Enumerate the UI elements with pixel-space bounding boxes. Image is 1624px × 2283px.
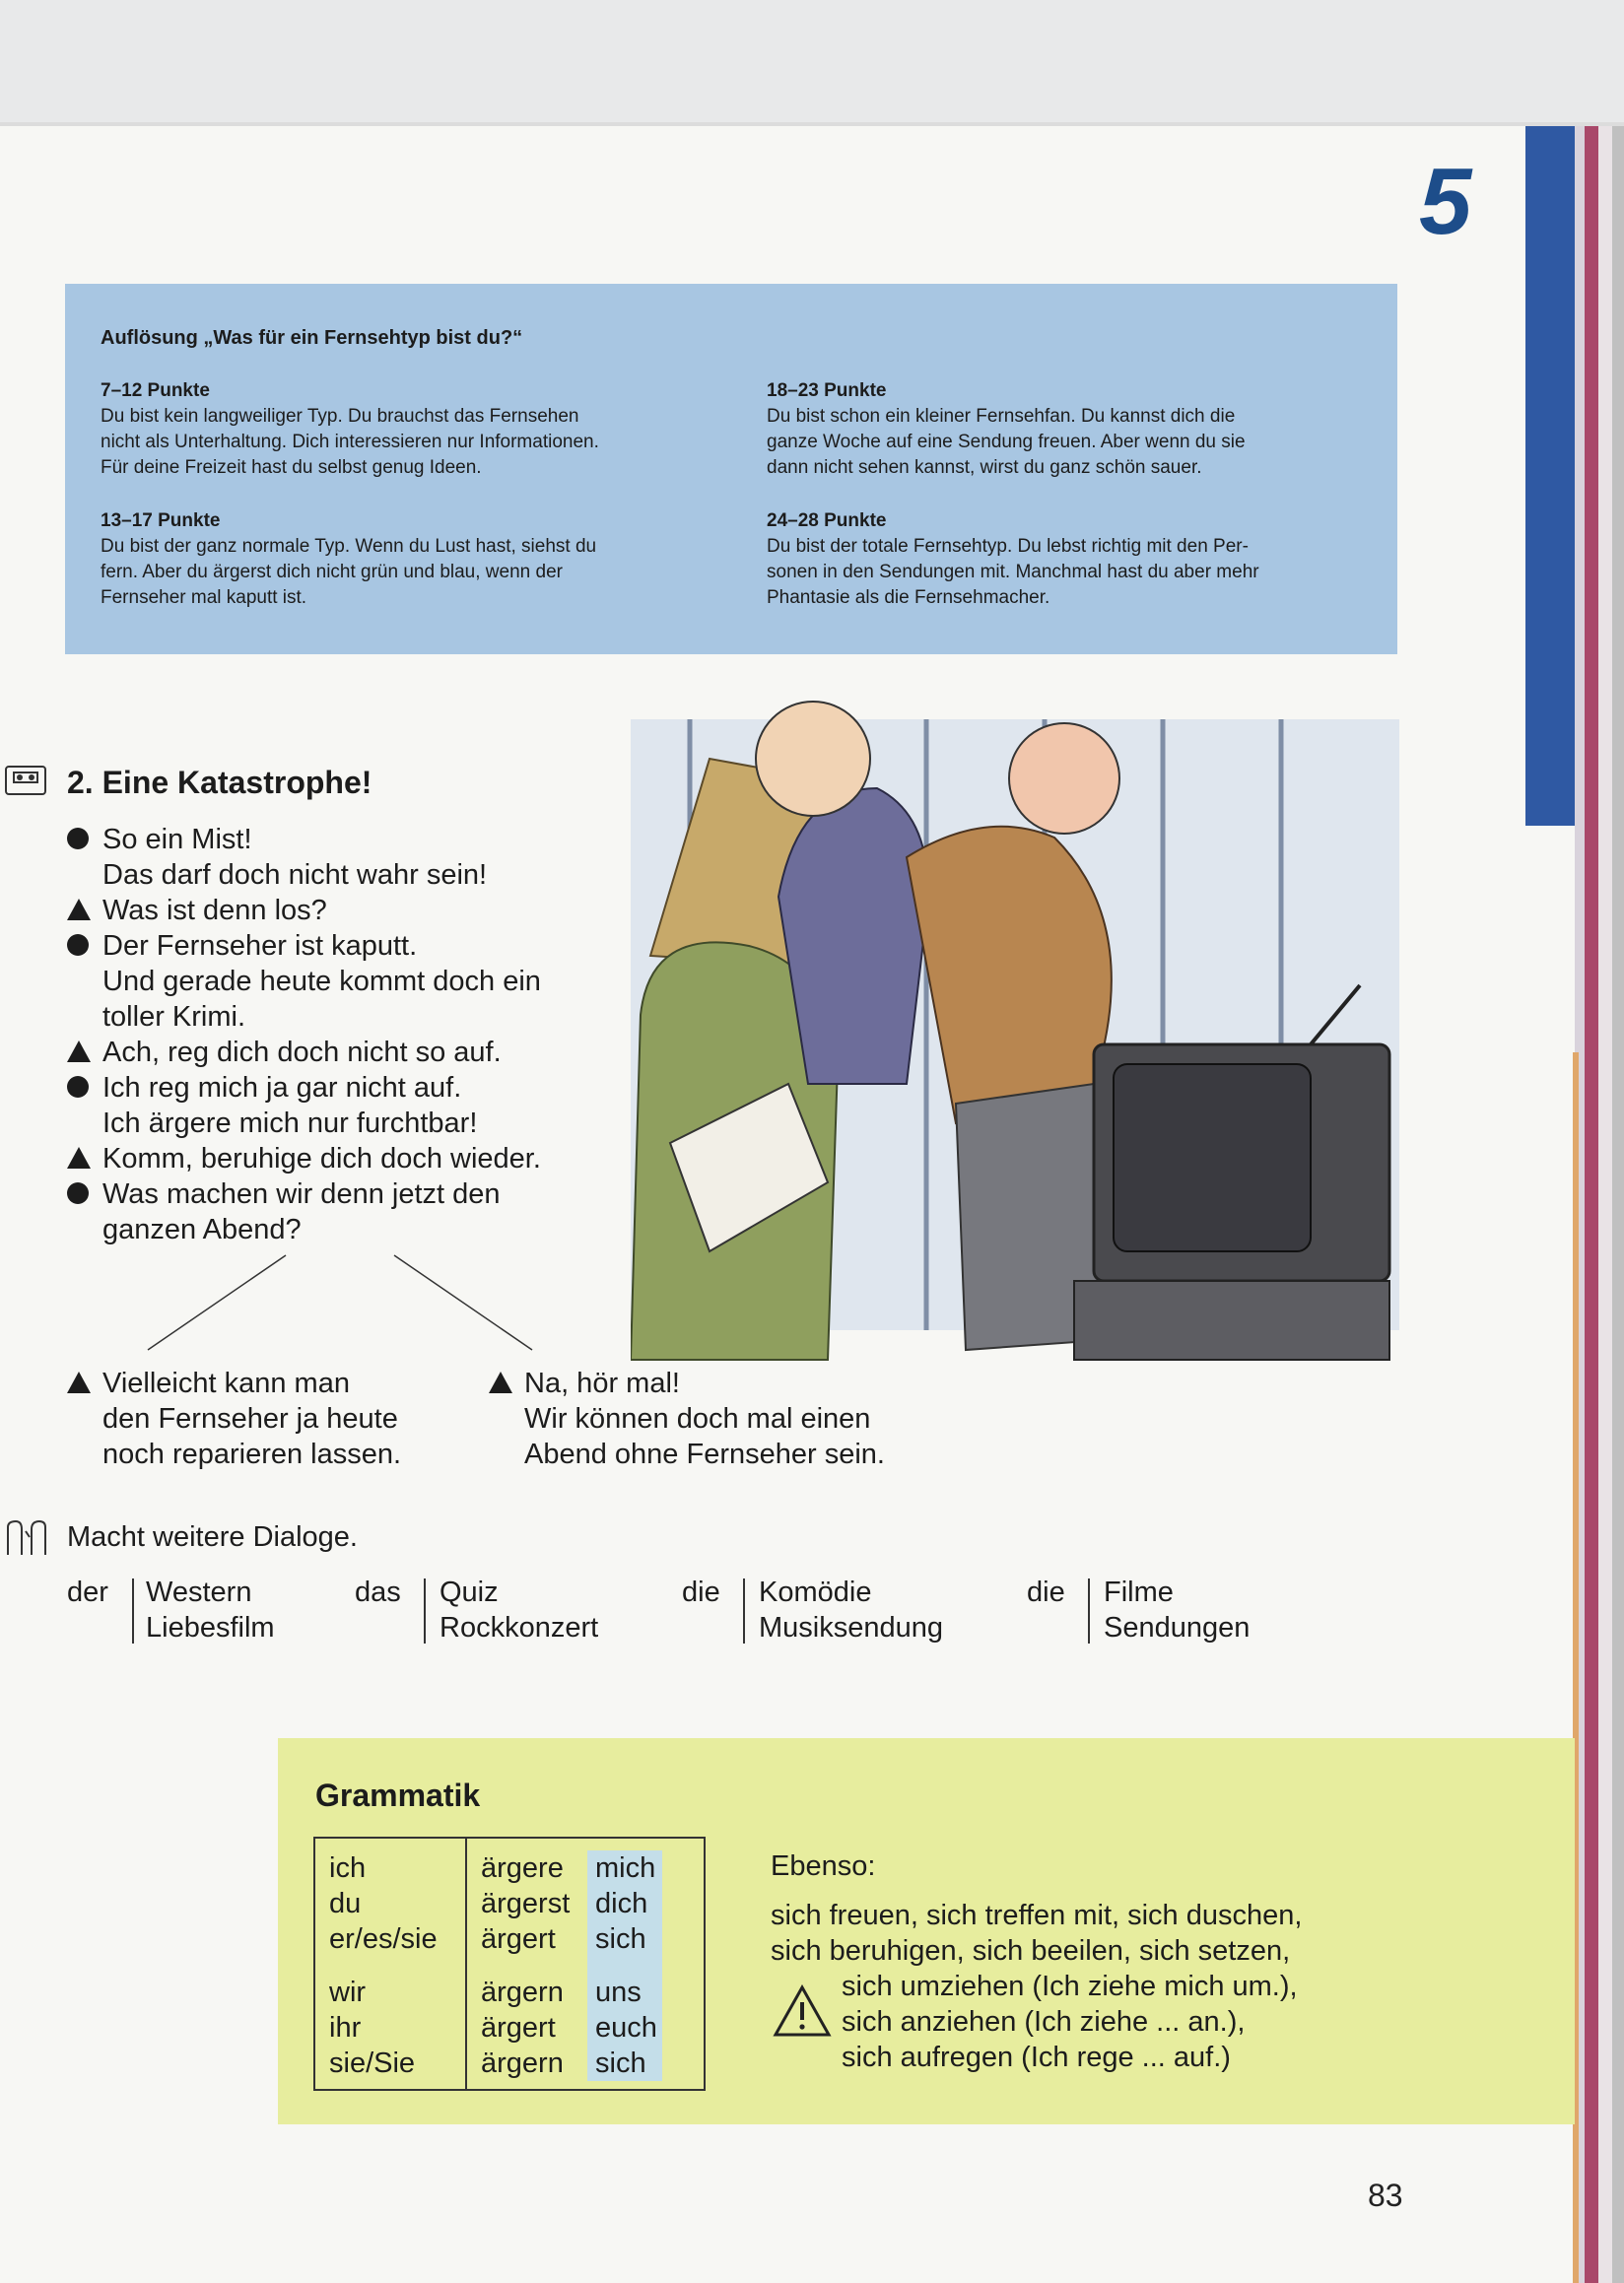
vocab-word: Quiz xyxy=(440,1577,499,1608)
dialogue-text: Was ist denn los? xyxy=(102,895,327,926)
tv-broken-illustration xyxy=(631,670,1399,1379)
vocab-divider xyxy=(1088,1578,1090,1644)
solution-line: Du bist der totale Fernsehtyp. Du lebst richtig mit den Per- xyxy=(767,536,1249,557)
chapter-number: 5 xyxy=(1419,149,1472,254)
solution-heading: 24–28 Punkte xyxy=(767,510,887,531)
solution-heading: 13–17 Punkte xyxy=(101,510,221,531)
solution-line: Du bist schon ein kleiner Fernsehfan. Du kannst dich die xyxy=(767,406,1236,427)
article-label: der xyxy=(67,1577,108,1608)
option-text: Abend ohne Fernseher sein. xyxy=(524,1439,885,1470)
option-text: Na, hör mal! xyxy=(524,1368,680,1399)
warning-line: sich anziehen (Ich ziehe ... an.), xyxy=(842,2006,1246,2038)
cassette-icon xyxy=(4,763,49,800)
verb-form: ärgert xyxy=(481,2012,556,2044)
option-text: Wir können doch mal einen xyxy=(524,1403,871,1435)
solution-line: dann nicht sehen kannst, wirst du ganz schön sauer. xyxy=(767,457,1202,478)
vocab-words xyxy=(146,1575,275,1645)
dialogue-text: So ein Mist! xyxy=(102,824,252,855)
pronoun: er/es/sie xyxy=(329,1923,438,1955)
reflexive-pronoun: mich xyxy=(595,1852,656,1884)
option-text: den Fernseher ja heute xyxy=(102,1403,398,1435)
vocab-word: Komödie xyxy=(759,1577,872,1608)
grammar-box xyxy=(278,1738,1575,2124)
vocab-divider xyxy=(743,1578,745,1644)
also-label: Ebenso: xyxy=(771,1850,876,1882)
triangle-marker-icon xyxy=(489,1372,512,1393)
pronoun-column xyxy=(329,1850,438,2081)
triangle-marker-icon xyxy=(67,1147,91,1169)
option-text: noch reparieren lassen. xyxy=(102,1439,402,1470)
warning-lines xyxy=(771,1969,1401,2075)
reflexive-pronoun: sich xyxy=(595,1923,646,1955)
triangle-marker-icon xyxy=(67,1372,91,1393)
reflexive-pronoun: sich xyxy=(595,2048,646,2079)
dialogue-text: Ich reg mich ja gar nicht auf. xyxy=(102,1072,462,1104)
pronoun: sie/Sie xyxy=(329,2048,416,2079)
option-left xyxy=(102,1366,401,1472)
vocab-words xyxy=(759,1575,943,1645)
solution-line: Du bist kein langweiliger Typ. Du brauchst das Fernsehen xyxy=(101,406,579,427)
triangle-marker-icon xyxy=(67,899,91,920)
table-divider xyxy=(465,1839,467,2089)
pronoun: ihr xyxy=(329,2012,362,2044)
warning-line: sich aufregen (Ich rege ... auf.) xyxy=(842,2042,1231,2073)
verb-form: ärgert xyxy=(481,1923,556,1955)
vocab-word: Rockkonzert xyxy=(440,1612,599,1644)
dialogue-line xyxy=(102,1035,502,1070)
circle-marker-icon xyxy=(67,1076,89,1098)
article-label: die xyxy=(1027,1577,1065,1608)
solution-block-13-17 xyxy=(101,508,731,611)
dialogue-text: Der Fernseher ist kaputt. xyxy=(102,930,418,962)
verb-form: ärgere xyxy=(481,1852,564,1884)
also-line: sich beruhigen, sich beeilen, sich setzen, xyxy=(771,1935,1291,1967)
speaking-people-icon xyxy=(2,1517,51,1559)
circle-marker-icon xyxy=(67,828,89,849)
verb-column xyxy=(481,1850,570,2081)
solution-block-24-28 xyxy=(767,508,1397,611)
pronoun: ich xyxy=(329,1852,367,1884)
vocab-word: Sendungen xyxy=(1104,1612,1251,1644)
dialogue-text: ganzen Abend? xyxy=(102,1214,302,1245)
task-instruction: Macht weitere Dialoge. xyxy=(67,1521,358,1553)
solution-line: fern. Aber du ärgerst dich nicht grün und blau, wenn der xyxy=(101,562,563,582)
option-right xyxy=(524,1366,885,1472)
dialogue-line xyxy=(102,1070,477,1141)
dialogue-text: Ach, reg dich doch nicht so auf. xyxy=(102,1037,502,1068)
vocab-word: Liebesfilm xyxy=(146,1612,275,1644)
solution-line: Für deine Freizeit hast du selbst genug Ideen. xyxy=(101,457,482,478)
page-top-edge xyxy=(0,0,1624,128)
reflexive-pronoun: uns xyxy=(595,1977,642,2008)
vocab-word: Filme xyxy=(1104,1577,1174,1608)
solution-line: Phantasie als die Fernsehmacher. xyxy=(767,587,1050,608)
dialogue-line xyxy=(102,1141,541,1176)
solution-box xyxy=(65,284,1397,654)
also-line: sich freuen, sich treffen mit, sich duschen, xyxy=(771,1900,1303,1931)
branch-lines xyxy=(138,1251,552,1360)
grammar-title: Grammatik xyxy=(315,1778,481,1813)
dialogue-text: Das darf doch nicht wahr sein! xyxy=(102,859,488,891)
solution-line: Du bist der ganz normale Typ. Wenn du Lust hast, siehst du xyxy=(101,536,597,557)
warning-line: sich umziehen (Ich ziehe mich um.), xyxy=(842,1971,1298,2002)
reflexive-column xyxy=(595,1850,657,2081)
pronoun: wir xyxy=(329,1977,367,2008)
dialogue-line xyxy=(102,822,487,893)
solution-line: Fernseher mal kaputt ist. xyxy=(101,587,307,608)
vocab-words xyxy=(1104,1575,1250,1645)
solution-title: Auflösung „Was für ein Fernsehtyp bist du?“ xyxy=(101,327,523,349)
solution-block-18-23 xyxy=(767,378,1397,481)
vocab-divider xyxy=(424,1578,426,1644)
dialogue-text: Und gerade heute kommt doch ein xyxy=(102,966,541,997)
circle-marker-icon xyxy=(67,934,89,956)
pronoun: du xyxy=(329,1888,362,1919)
circle-marker-icon xyxy=(67,1182,89,1204)
vocab-words xyxy=(440,1575,598,1645)
reflexive-pronoun: dich xyxy=(595,1888,648,1919)
solution-line: nicht als Unterhaltung. Dich interessieren nur Informationen. xyxy=(101,432,599,452)
solution-heading: 7–12 Punkte xyxy=(101,380,210,401)
reflexive-pronoun: euch xyxy=(595,2012,657,2044)
verb-form: ärgerst xyxy=(481,1888,571,1919)
triangle-marker-icon xyxy=(67,1041,91,1062)
solution-block-7-12 xyxy=(101,378,731,481)
verb-form: ärgern xyxy=(481,1977,564,2008)
dialogue-line xyxy=(102,1176,501,1247)
dialogue-line xyxy=(102,928,541,1035)
solution-line: sonen in den Sendungen mit. Manchmal hast du aber mehr xyxy=(767,562,1259,582)
solution-line: ganze Woche auf eine Sendung freuen. Aber wenn du sie xyxy=(767,432,1246,452)
also-section xyxy=(771,1848,1401,2075)
article-label: das xyxy=(355,1577,401,1608)
verb-form: ärgern xyxy=(481,2048,564,2079)
vocab-word: Western xyxy=(146,1577,252,1608)
dialogue-text: Komm, beruhige dich doch wieder. xyxy=(102,1143,541,1175)
page-number: 83 xyxy=(1368,2178,1403,2213)
dialogue-line xyxy=(102,893,327,928)
vocab-word: Musiksendung xyxy=(759,1612,943,1644)
warning-icon xyxy=(773,1984,832,2038)
option-text: Vielleicht kann man xyxy=(102,1368,350,1399)
dialogue-text: toller Krimi. xyxy=(102,1001,246,1033)
grammar-table xyxy=(313,1837,706,2091)
solution-heading: 18–23 Punkte xyxy=(767,380,887,401)
article-label: die xyxy=(682,1577,720,1608)
vocab-divider xyxy=(132,1578,134,1644)
dialogue-text: Was machen wir denn jetzt den xyxy=(102,1178,501,1210)
dialogue-text: Ich ärgere mich nur furchtbar! xyxy=(102,1108,478,1139)
exercise-title: 2. Eine Katastrophe! xyxy=(67,765,372,800)
